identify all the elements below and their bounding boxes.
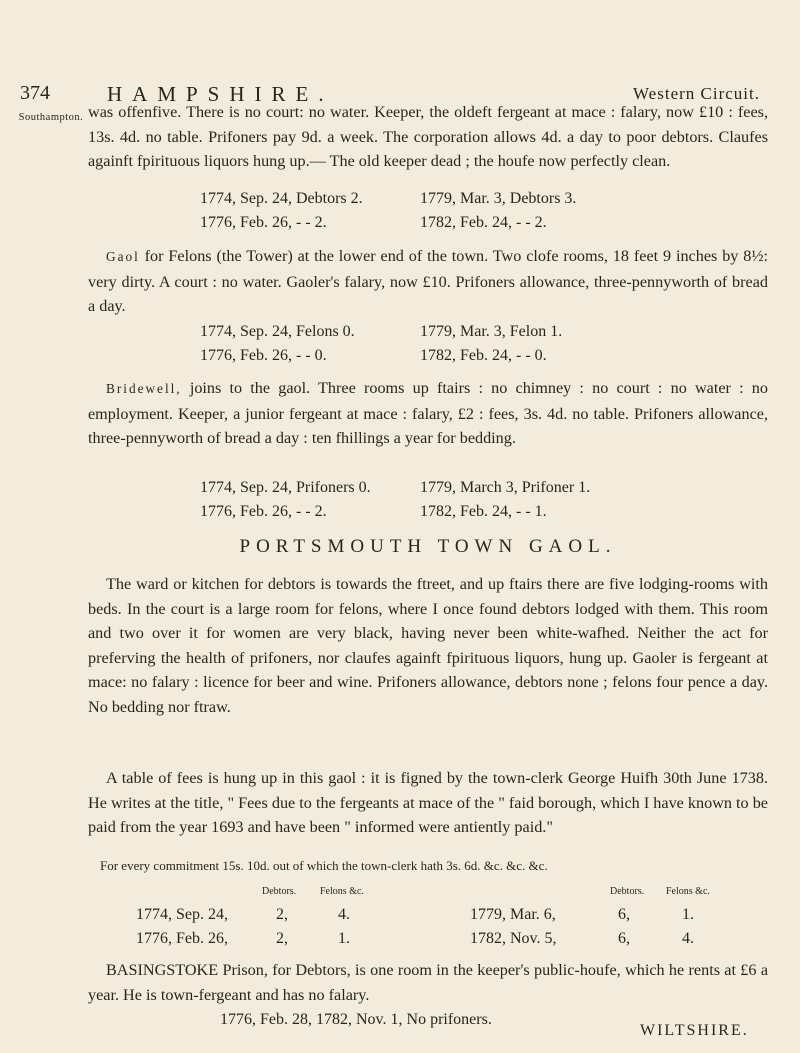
visit-entry: 1776, Feb. 28, 1782, Nov. 1, No prifoners.	[220, 1011, 492, 1028]
catchword: WILTSHIRE.	[640, 1022, 749, 1039]
column-header-felons: Felons &c.	[666, 886, 710, 897]
visit-date: 1782, Nov. 5,	[470, 930, 557, 947]
portsmouth-heading: PORTSMOUTH TOWN GAOL.	[239, 536, 617, 557]
running-title: HAMPSHIRE.	[107, 82, 334, 106]
basingstoke-visits	[220, 1008, 660, 1032]
visit-entry: 1782, Feb. 24, - - 1.	[420, 503, 547, 520]
visit-entry: 1774, Sep. 24, Felons 0.	[200, 323, 355, 340]
column-header-debtors: Debtors.	[262, 886, 297, 897]
visit-entry: 1782, Feb. 24, - - 0.	[420, 347, 547, 364]
southampton-visits	[200, 187, 760, 237]
column-header-felons: Felons &c.	[320, 886, 364, 897]
bridewell-visits	[200, 476, 760, 526]
southampton-paragraph: was offenfive. There is no court: no water. Keeper, the oldeft fergeant at mace : falary, now £10 : fees, 13s. 4d. no table. Prifoners pay 9d. a week. The corporation allows 4d. a day to poor debtors. Claufes againft fpirituous liquors hung up.— The old keeper dead ; the houfe now perfectly clean.	[88, 103, 768, 170]
visit-debtors: 6,	[618, 930, 630, 947]
bridewell-text: joins to the gaol. Three rooms up ftairs : no chimney : no court : no water : no employment. Keeper, a junior fergeant at mace : falary, £2 : fees, 3s. 4d. no table. Prifoners allowance, three-pennyworth of bread a day : ten fhillings a year for bedding.	[88, 379, 768, 447]
visit-date: 1774, Sep. 24,	[136, 906, 228, 923]
gaol-visits	[200, 320, 760, 370]
bridewell-paragraph	[88, 376, 768, 451]
visit-felons: 1.	[682, 906, 694, 923]
basingstoke-lead: BASINGSTOKE Prison,	[106, 961, 268, 979]
visit-entry: 1779, Mar. 3, Felon 1.	[420, 323, 563, 340]
portsmouth-paragraph-2: A table of fees is hung up in this gaol : it is figned by the town-clerk George Huifh 30th June 1738. He writes at the title, " Fees due to the fergeants at mace of the " faid borough, which I have known to be paid from the year 1693 and have been " informed were antiently paid."	[88, 769, 768, 836]
visit-felons: 4.	[338, 906, 350, 923]
running-circuit: Western Circuit.	[633, 84, 760, 103]
gaol-paragraph	[88, 244, 768, 319]
basingstoke-text: for Debtors, is one room in the keeper's public-houfe, which he rents at £6 a year. He is town-fergeant and has no falary.	[88, 961, 768, 1004]
visit-date: 1779, Mar. 6,	[470, 906, 556, 923]
visit-debtors: 6,	[618, 906, 630, 923]
page-number: 374	[20, 82, 50, 104]
visit-felons: 1.	[338, 930, 350, 947]
visit-entry: 1774, Sep. 24, Prifoners 0.	[200, 479, 371, 496]
margin-note: Southampton.	[18, 112, 84, 123]
visit-entry: 1779, March 3, Prifoner 1.	[420, 479, 591, 496]
visit-entry: 1779, Mar. 3, Debtors 3.	[420, 190, 577, 207]
visit-debtors: 2,	[276, 930, 288, 947]
gaol-lead: Gaol	[106, 249, 140, 264]
visit-date: 1776, Feb. 26,	[136, 930, 228, 947]
visit-entry: 1776, Feb. 26, - - 2.	[200, 503, 327, 520]
visit-entry: 1774, Sep. 24, Debtors 2.	[200, 190, 363, 207]
visit-felons: 4.	[682, 930, 694, 947]
gaol-text: for Felons (the Tower) at the lower end of the town. Two clofe rooms, 18 feet 9 inches by 8½: very dirty. A court : no water. Gaoler's falary, now £10. Prifoners allowance, three-pennyworth of bread a day.	[88, 247, 768, 315]
visit-debtors: 2,	[276, 906, 288, 923]
column-header-debtors: Debtors.	[610, 886, 645, 897]
fees-line: For every commitment 15s. 10d. out of which the town-clerk hath 3s. 6d. &c. &c. &c.	[100, 858, 548, 873]
portsmouth-visits	[136, 903, 776, 953]
visit-entry: 1776, Feb. 26, - - 0.	[200, 347, 327, 364]
portsmouth-paragraph-1: The ward or kitchen for debtors is towards the ftreet, and up ftairs there are five lodging-rooms with beds. In the court is a large room for felons, where I once found debtors lodged with them. This room and two over it for women are very black, having never been white-wafhed. Neither the act for preferving the health of prifoners, nor claufes againft fpirituous liquors, hung up. Gaoler is fergeant at mace: no falary : licence for beer and wine. Prifoners allowance, debtors none ; felons four pence a day. No bedding nor ftraw.	[88, 575, 768, 716]
visit-entry: 1776, Feb. 26, - - 2.	[200, 214, 327, 231]
visit-entry: 1782, Feb. 24, - - 2.	[420, 214, 547, 231]
basingstoke-paragraph	[88, 958, 768, 1007]
bridewell-lead: Bridewell,	[106, 381, 182, 396]
